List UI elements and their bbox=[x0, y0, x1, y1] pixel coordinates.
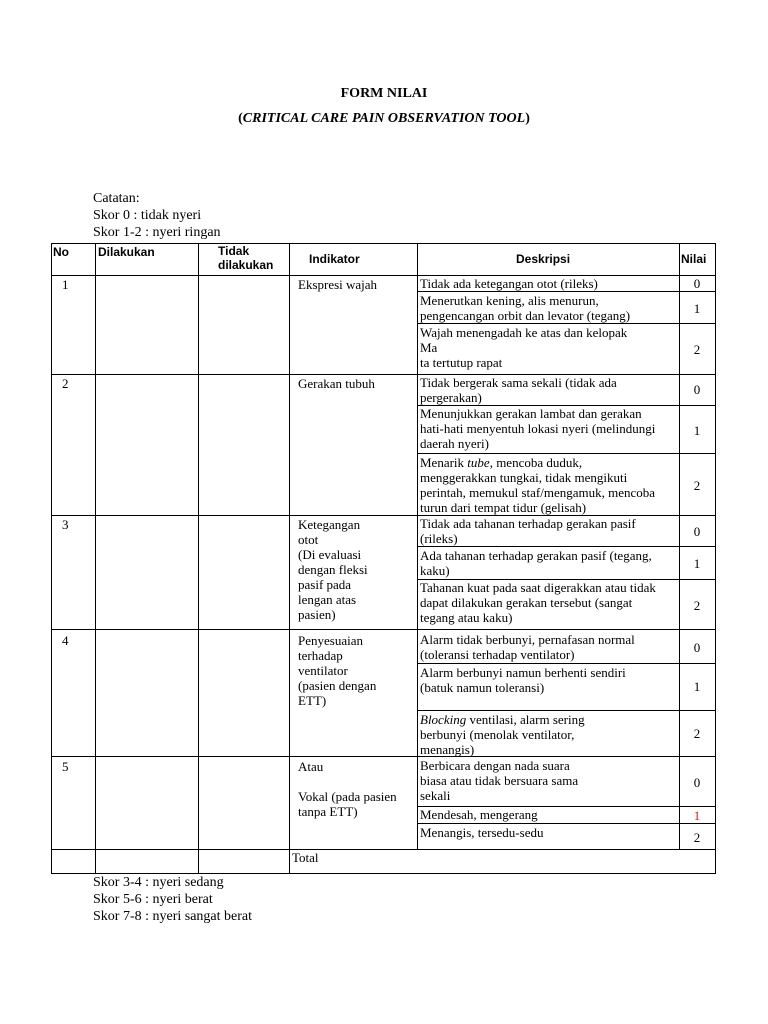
nilai-4-1: 1 bbox=[693, 679, 701, 694]
desc-4-0: Alarm tidak berbunyi, pernafasan normal (toleransi terhadap ventilator) bbox=[420, 632, 635, 662]
notes-bottom bbox=[93, 874, 252, 925]
indikator-3: Ketegangan otot (Di evaluasi dengan fleksi pasif pada lengan atas pasien) bbox=[298, 517, 368, 622]
row-no-2: 2 bbox=[62, 376, 69, 391]
desc-5-1: Mendesah, mengerang bbox=[420, 807, 538, 822]
desc-1-2: Wajah menengadah ke atas dan kelopak Ma ta tertutup rapat bbox=[420, 325, 628, 370]
note-skor-5-6: Skor 5-6 : nyeri berat bbox=[93, 892, 213, 907]
nilai-1-2: 2 bbox=[693, 342, 701, 357]
desc-3-0: Tidak ada tahanan terhadap gerakan pasif (rileks) bbox=[420, 516, 636, 546]
note-skor-0: Skor 0 : tidak nyeri bbox=[93, 208, 202, 223]
header-deskripsi: Deskripsi bbox=[516, 252, 571, 266]
nilai-3-2: 2 bbox=[693, 598, 701, 613]
nilai-1-1: 1 bbox=[693, 301, 701, 316]
nilai-5-0: 0 bbox=[693, 775, 701, 790]
indikator-1: Ekspresi wajah bbox=[298, 277, 378, 292]
nilai-4-0: 0 bbox=[693, 640, 701, 655]
header-tidak-dilakukan-line2: dilakukan bbox=[218, 258, 274, 272]
desc-4-1: Alarm berbunyi namun berhenti sendiri (batuk namun toleransi) bbox=[420, 665, 626, 695]
form-subtitle: (CRITICAL CARE PAIN OBSERVATION TOOL) bbox=[238, 111, 530, 126]
row-no-5: 5 bbox=[62, 759, 69, 774]
row-no-4: 4 bbox=[62, 633, 69, 648]
nilai-3-0: 0 bbox=[693, 524, 701, 539]
nilai-2-0: 0 bbox=[693, 382, 701, 397]
desc-5-2: Menangis, tersedu-sedu bbox=[420, 825, 544, 840]
desc-3-2: Tahanan kuat pada saat digerakkan atau tidak dapat dilakukan gerakan tersebut (sangat tegang atau kaku) bbox=[420, 580, 656, 625]
nilai-5-1: 1 bbox=[693, 808, 701, 823]
note-skor-3-4: Skor 3-4 : nyeri sedang bbox=[93, 875, 224, 890]
header-tidak-dilakukan-line1: Tidak bbox=[218, 244, 250, 258]
header-no: No bbox=[53, 245, 69, 259]
notes-top bbox=[93, 190, 221, 241]
note-catatan: Catatan: bbox=[93, 191, 140, 206]
cpot-table bbox=[51, 243, 716, 874]
indikator-4: Penyesuaian terhadap ventilator (pasien dengan ETT) bbox=[298, 633, 377, 708]
nilai-2-2: 2 bbox=[693, 478, 701, 493]
header-nilai: Nilai bbox=[681, 252, 707, 266]
indikator-2: Gerakan tubuh bbox=[298, 376, 375, 391]
desc-1-0: Tidak ada ketegangan otot (rileks) bbox=[420, 276, 598, 291]
total-label: Total bbox=[292, 850, 319, 865]
nilai-2-1: 1 bbox=[693, 423, 701, 438]
desc-5-0: Berbicara dengan nada suara biasa atau tidak bersuara sama sekali bbox=[420, 758, 579, 803]
desc-2-2: Menarik tube, mencoba duduk, menggerakkan tungkai, tidak mengikuti perintah, memukul staf/mengamuk, mencoba turun dari tempat tidur (gelisah) bbox=[420, 455, 656, 515]
desc-2-1: Menunjukkan gerakan lambat dan gerakan hati-hati menyentuh lokasi nyeri (melindungi daerah nyeri) bbox=[420, 406, 656, 451]
indikator-5: Atau Vokal (pada pasien tanpa ETT) bbox=[298, 759, 397, 819]
desc-1-1: Menerutkan kening, alis menurun, pengencangan orbit dan levator (tegang) bbox=[420, 293, 631, 323]
note-skor-1-2: Skor 1-2 : nyeri ringan bbox=[93, 225, 221, 240]
nilai-5-2: 2 bbox=[693, 830, 701, 845]
nilai-1-0: 0 bbox=[693, 276, 701, 291]
nilai-4-2: 2 bbox=[693, 726, 701, 741]
desc-4-2: Blocking ventilasi, alarm sering berbunyi (menolak ventilator, menangis) bbox=[420, 712, 585, 757]
row-no-3: 3 bbox=[62, 517, 69, 532]
nilai-3-1: 1 bbox=[693, 556, 701, 571]
row-no-1: 1 bbox=[62, 277, 69, 292]
header-dilakukan: Dilakukan bbox=[98, 245, 155, 259]
header-indikator: Indikator bbox=[309, 252, 360, 266]
desc-3-1: Ada tahanan terhadap gerakan pasif (tegang, kaku) bbox=[420, 548, 652, 578]
note-skor-7-8: Skor 7-8 : nyeri sangat berat bbox=[93, 909, 253, 924]
desc-2-0: Tidak bergerak sama sekali (tidak ada pergerakan) bbox=[420, 375, 617, 405]
form-title: FORM NILAI bbox=[340, 86, 428, 101]
